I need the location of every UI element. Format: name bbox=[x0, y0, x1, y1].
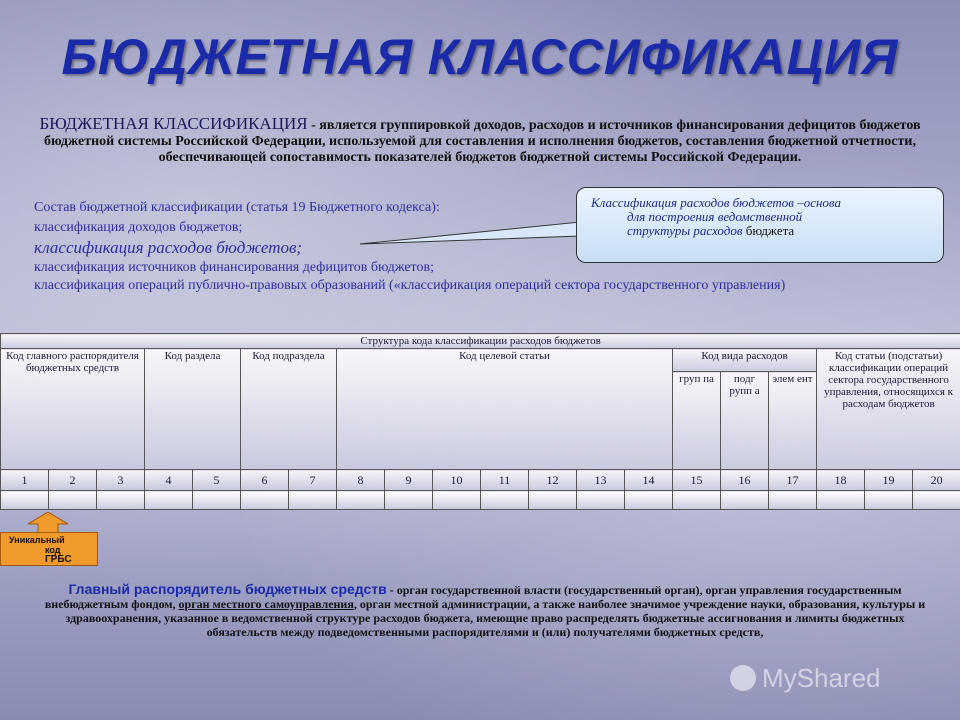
callout-line-2: для построения ведомственной bbox=[627, 209, 803, 224]
header-target: Код целевой статьи bbox=[337, 349, 673, 470]
footer-underlined: орган местного самоуправления bbox=[178, 597, 354, 611]
callout-pointer bbox=[360, 222, 590, 252]
footer-lead: Главный распорядитель бюджетных средств bbox=[68, 581, 387, 597]
empty-cell bbox=[865, 491, 913, 510]
callout-box bbox=[576, 187, 944, 263]
empty-cell bbox=[289, 491, 337, 510]
digit-cell: 2 bbox=[49, 470, 97, 491]
intro-lead: БЮДЖЕТНАЯ КЛАССИФИКАЦИЯ bbox=[39, 114, 308, 133]
empty-cell bbox=[385, 491, 433, 510]
empty-cell bbox=[193, 491, 241, 510]
header-grbs: Код главного распорядителя бюджетных средств bbox=[1, 349, 145, 470]
footer-text-2: , орган местной администрации, а также наиболее значимое учреждение науки, образования, культуры и здравоохранения, указанное в ведомственной структуре расходов бюджета, имеющие право распределять бюджетные ассигнования и лимиты бюджетных обязательств между подведомственными распорядителями и (или) получателями бюджетных средств, bbox=[65, 597, 926, 639]
empty-cell bbox=[769, 491, 817, 510]
digit-cell: 15 bbox=[673, 470, 721, 491]
empty-cell bbox=[673, 491, 721, 510]
digit-cell: 10 bbox=[433, 470, 481, 491]
empty-cell bbox=[97, 491, 145, 510]
composition-heading: Состав бюджетной классификации (статья 19 Бюджетного кодекса): bbox=[34, 200, 440, 215]
grbs-label-line-2: код bbox=[45, 545, 61, 555]
header-expense-type: Код вида расходов bbox=[673, 349, 817, 372]
digit-cell: 4 bbox=[145, 470, 193, 491]
header-section: Код раздела bbox=[145, 349, 241, 470]
watermark-text: MyShared bbox=[762, 662, 881, 693]
empty-cell bbox=[241, 491, 289, 510]
empty-cell bbox=[145, 491, 193, 510]
callout-line-3a: структуры расходов bbox=[627, 223, 746, 238]
empty-cell bbox=[913, 491, 960, 510]
header-subsection: Код подраздела bbox=[241, 349, 337, 470]
footer-definition bbox=[30, 582, 940, 639]
grbs-label-line-3: ГРБС bbox=[45, 554, 72, 565]
digit-cell: 13 bbox=[577, 470, 625, 491]
empty-cell bbox=[625, 491, 673, 510]
header-article: Код статьи (подстатьи) классификации операций сектора государственного управления, относящихся к расходам бюджетов bbox=[817, 349, 960, 470]
watermark-logo-icon bbox=[730, 665, 756, 691]
callout-line-3 bbox=[591, 224, 931, 238]
page-title: БЮДЖЕТНАЯ КЛАССИФИКАЦИЯ bbox=[61, 29, 899, 85]
digit-cell: 19 bbox=[865, 470, 913, 491]
code-structure-table bbox=[0, 333, 960, 510]
digit-cell: 14 bbox=[625, 470, 673, 491]
composition-item-income: классификация доходов бюджетов; bbox=[34, 220, 243, 235]
intro-definition bbox=[20, 116, 940, 166]
empty-cell bbox=[529, 491, 577, 510]
digit-cell: 5 bbox=[193, 470, 241, 491]
header-group: груп па bbox=[673, 372, 721, 470]
digit-cell: 17 bbox=[769, 470, 817, 491]
empty-cell bbox=[721, 491, 769, 510]
table-caption: Структура кода классификации расходов бюджетов bbox=[1, 334, 960, 349]
callout-line-3b: бюджета bbox=[745, 223, 795, 238]
empty-cell bbox=[337, 491, 385, 510]
empty-cell bbox=[577, 491, 625, 510]
callout-line-1: Классификация расходов бюджетов –основа bbox=[591, 195, 841, 210]
intro-text: - является группировкой доходов, расходов и источников финансирования дефицитов бюджетов бюджетной системы Российской Федерации, используемой для составления и исполнения бюджетов, составления бюджетной отчетности, обеспечивающей сопоставимость показателей бюджетов бюджетной системы Российской Федерации. bbox=[44, 118, 921, 165]
composition-item-sources: классификация источников финансирования дефицитов бюджетов; bbox=[34, 260, 434, 275]
empty-cell bbox=[1, 491, 49, 510]
digit-cell: 9 bbox=[385, 470, 433, 491]
digit-cell: 20 bbox=[913, 470, 960, 491]
digit-cell: 3 bbox=[97, 470, 145, 491]
header-element: элем ент bbox=[769, 372, 817, 470]
empty-cell bbox=[49, 491, 97, 510]
watermark bbox=[730, 658, 930, 698]
digit-cell: 8 bbox=[337, 470, 385, 491]
table-row-numbers bbox=[1, 470, 960, 491]
digit-cell: 11 bbox=[481, 470, 529, 491]
empty-cell bbox=[433, 491, 481, 510]
digit-cell: 12 bbox=[529, 470, 577, 491]
table-row-empty bbox=[1, 491, 960, 510]
footer-text-1: - орган государственной власти (государственный орган), орган управления государственным внебюджетным фондом, bbox=[44, 583, 902, 611]
digit-cell: 7 bbox=[289, 470, 337, 491]
digit-cell: 16 bbox=[721, 470, 769, 491]
empty-cell bbox=[817, 491, 865, 510]
digit-cell: 18 bbox=[817, 470, 865, 491]
header-subgroup: подг рупп а bbox=[721, 372, 769, 470]
digit-cell: 6 bbox=[241, 470, 289, 491]
digit-cell: 1 bbox=[1, 470, 49, 491]
empty-cell bbox=[481, 491, 529, 510]
grbs-unique-code-label bbox=[0, 532, 98, 566]
composition-item-expense: классификация расходов бюджетов; bbox=[34, 238, 303, 257]
composition-item-operations: классификация операций публично-правовых образований («классификация операций сектора государственного управления) bbox=[34, 278, 786, 293]
grbs-label-line-1: Уникальный bbox=[9, 535, 65, 545]
